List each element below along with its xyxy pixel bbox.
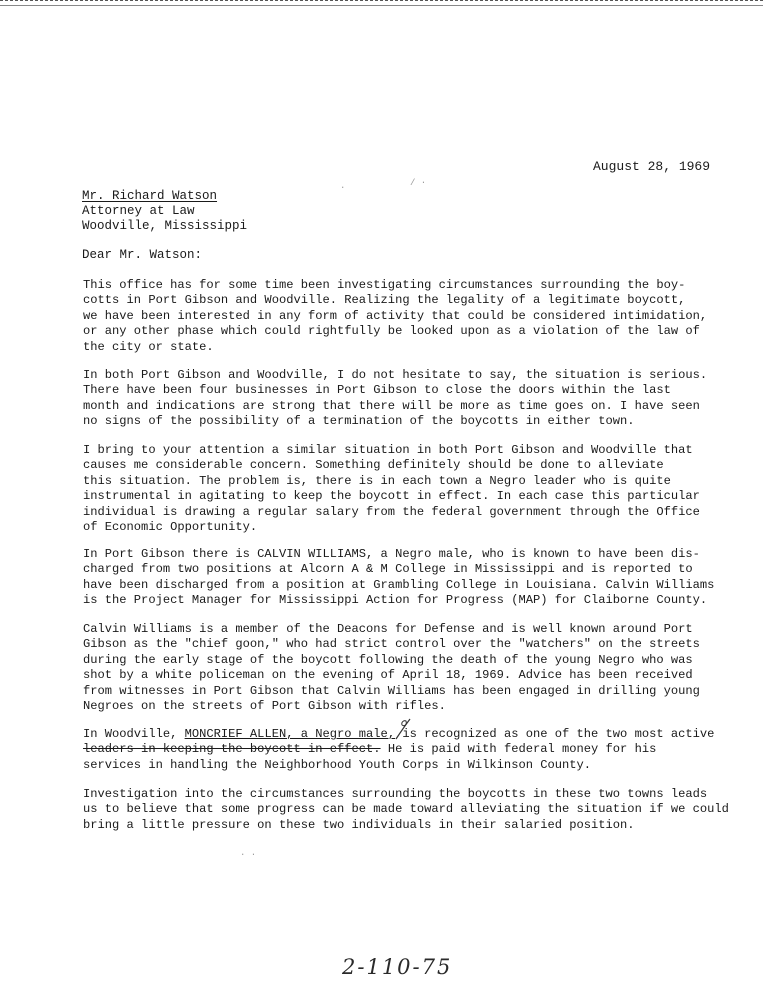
paragraph-2 bbox=[83, 368, 707, 430]
paragraph-line: during the early stage of the boycott following the death of the young Negro who was bbox=[83, 652, 693, 667]
text-run: He is paid with federal money for his bbox=[380, 742, 657, 757]
paragraph-line: us to believe that some progress can be made toward alleviating the situation if we could bbox=[83, 802, 729, 817]
paragraph-1 bbox=[83, 278, 707, 355]
recipient-title: Attorney at Law bbox=[82, 204, 195, 218]
paragraph-line: or any other phase which could rightfully be looked upon as a violation of the law of bbox=[83, 324, 700, 339]
paragraph-line bbox=[83, 742, 714, 757]
stray-mark: / · bbox=[410, 178, 427, 188]
paragraph-line: from witnesses in Port Gibson that Calvin Williams has been engaged in drilling young bbox=[83, 683, 700, 698]
paragraph-line: instrumental in agitating to keep the boycott in effect. In each case this particular bbox=[83, 489, 700, 504]
paragraph-line: charged from two positions at Alcorn A & M College in Mississippi and is reported to bbox=[83, 562, 693, 577]
salutation: Dear Mr. Watson: bbox=[82, 248, 203, 262]
paragraph-line: cotts in Port Gibson and Woodville. Realizing the legality of a legitimate boycott, bbox=[83, 293, 686, 308]
stray-mark: · · bbox=[240, 850, 257, 860]
struck-text: leaders in keeping the boycott in effect. bbox=[83, 742, 381, 757]
stray-mark: · bbox=[340, 183, 346, 193]
paragraph-3 bbox=[83, 443, 700, 535]
paragraph-line: shot by a white policeman on the evening of April 18, 1969. Advice has been received bbox=[83, 668, 693, 683]
paragraph-line: Investigation into the circumstances surrounding the boycotts in these two towns leads bbox=[83, 787, 708, 801]
page-top-border bbox=[0, 0, 763, 6]
handwritten-file-number: 2-110-75 bbox=[342, 955, 453, 979]
paragraph-line: of Economic Opportunity. bbox=[83, 520, 258, 535]
paragraph-line: is the Project Manager for Mississippi Action for Progress (MAP) for Claiborne County. bbox=[83, 593, 708, 608]
paragraph-line: this situation. The problem is, there is in each town a Negro leader who is quite bbox=[83, 473, 671, 488]
paragraph-5 bbox=[83, 622, 700, 714]
paragraph-line: causes me considerable concern. Something definitely should be done to alleviate bbox=[83, 458, 664, 473]
paragraph-line: Gibson as the "chief goon," who had strict control over the "watchers" on the streets bbox=[83, 637, 700, 652]
paragraph-line: services in handling the Neighborhood Youth Corps in Wilkinson County. bbox=[83, 757, 592, 772]
paragraph-line: There have been four businesses in Port Gibson to close the doors within the last bbox=[83, 383, 671, 398]
paragraph-line: have been discharged from a position at Grambling College in Louisiana. Calvin Williams bbox=[83, 577, 715, 592]
paragraph-line: individual is drawing a regular salary from the federal government through the Office bbox=[83, 504, 700, 519]
paragraph-4 bbox=[83, 547, 714, 609]
recipient-name: Mr. Richard Watson bbox=[82, 189, 218, 203]
paragraph-line: we have been interested in any form of activity that could be considered intimidation, bbox=[83, 308, 708, 323]
paragraph-7 bbox=[83, 787, 729, 833]
paragraph-line: month and indications are strong that there will be more as time goes on. I have seen bbox=[83, 398, 700, 413]
underlined-name: MONCRIEF ALLEN, a Negro male, bbox=[184, 727, 396, 741]
paragraph-line: no signs of the possibility of a termination of the boycotts in either town. bbox=[83, 414, 635, 429]
text-run: is recognized as one of the two most active bbox=[395, 727, 715, 741]
paragraph-line: Negroes on the streets of Port Gibson with rifles. bbox=[83, 699, 446, 714]
text-run: In Woodville, bbox=[83, 727, 185, 741]
paragraph-line: bring a little pressure on these two individuals in their salaried position. bbox=[83, 817, 635, 832]
paragraph-line: I bring to your attention a similar situation in both Port Gibson and Woodville that bbox=[83, 443, 693, 457]
letter-date: August 28, 1969 bbox=[593, 159, 711, 174]
paragraph-line: In both Port Gibson and Woodville, I do not hesitate to say, the situation is serious. bbox=[83, 368, 708, 382]
handwritten-pen-mark bbox=[392, 715, 416, 741]
recipient-location: Woodville, Mississippi bbox=[82, 219, 248, 233]
paragraph-line: This office has for some time been investigating circumstances surrounding the boy- bbox=[83, 278, 686, 292]
paragraph-line: Calvin Williams is a member of the Deacons for Defense and is well known around Port bbox=[83, 622, 693, 636]
paragraph-line: In Port Gibson there is CALVIN WILLIAMS, a Negro male, who is known to have been dis- bbox=[83, 547, 700, 561]
recipient-address-block bbox=[82, 189, 247, 234]
paragraph-line: the city or state. bbox=[83, 339, 214, 354]
